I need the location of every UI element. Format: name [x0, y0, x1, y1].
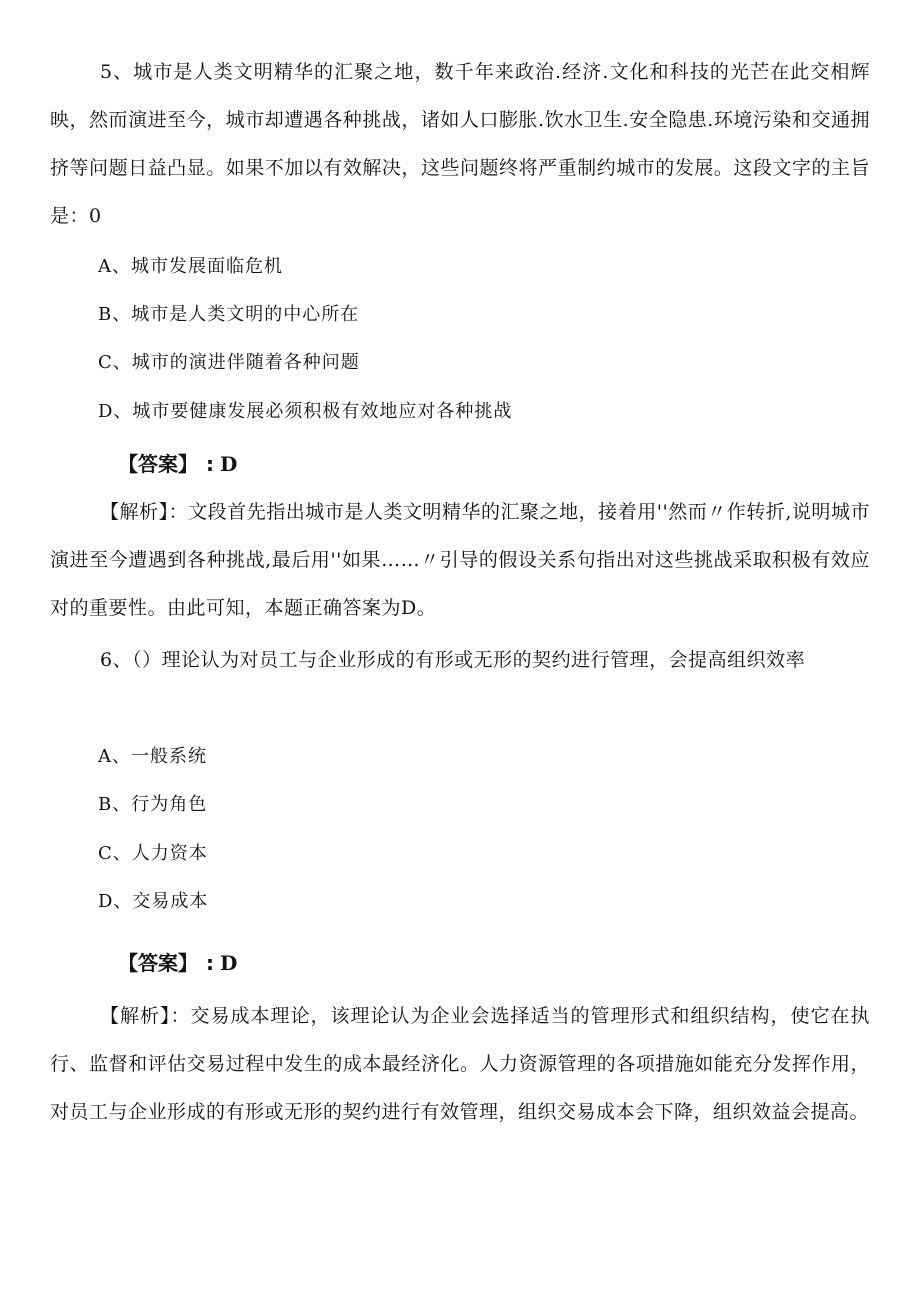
question-6-option-b: B、行为角色 [98, 794, 208, 815]
answer-label: 【答案】 [118, 452, 198, 476]
question-5-option-b: B、城市是人类文明的中心所在 [98, 304, 360, 325]
question-6-option-c: C、人力资本 [98, 843, 208, 864]
question-6-option-d: D、交易成本 [98, 891, 209, 912]
answer-label: 【答案】 [118, 951, 198, 975]
question-6-option-a: A、一般系统 [98, 746, 207, 767]
answer-letter: D [220, 951, 238, 975]
question-5-option-a: A、城市发展面临危机 [98, 256, 283, 277]
question-6-analysis [50, 992, 870, 1136]
question-5-stem: 5、城市是人类文明精华的汇聚之地，数千年来政治.经济.文化和科技的光芒在此交相辉映，然而演进至今，城市却遭遇各种挑战，诸如人口膨胀.饮水卫生.安全隐患.环境污染和交通拥挤等问题日益凸显。如果不加以有效解决，这些问题终将严重制约城市的发展。这段文字的主旨是：0 [50, 61, 870, 227]
analysis-text: ：交易成本理论，该理论认为企业会选择适当的管理形式和组织结构，使它在执行、监督和评估交易过程中发生的成本最经济化。人力资源管理的各项措施如能充分发挥作用，对员工与企业形成的有形或无形的契约进行有效管理，组织交易成本会下降，组织效益会提高。 [50, 1005, 870, 1123]
answer-separator: : [206, 951, 214, 975]
analysis-label: 【解析】 [100, 1005, 171, 1027]
question-5-answer [118, 444, 237, 484]
answer-letter: D [220, 452, 238, 476]
answer-separator: : [206, 452, 214, 476]
analysis-text: ：文段首先指出城市是人类文明精华的汇聚之地，接着用''然而〃作转折,说明城市演进至今遭遇到各种挑战,最后用''如果……〃引导的假设关系句指出对这些挑战采取积极有效应对的重要性。由此可知，本题正确答案为D。 [50, 501, 870, 619]
question-5-option-d: D、城市要健康发展必须积极有效地应对各种挑战 [98, 401, 513, 422]
analysis-label: 【解析】 [100, 501, 169, 523]
question-6-answer [118, 943, 237, 983]
question-5-option-c: C、城市的演进伴随着各种问题 [98, 352, 360, 373]
question-5-analysis [50, 488, 870, 632]
question-6-stem: 6、（）理论认为对员工与企业形成的有形或无形的契约进行管理，会提高组织效率 [100, 649, 806, 671]
